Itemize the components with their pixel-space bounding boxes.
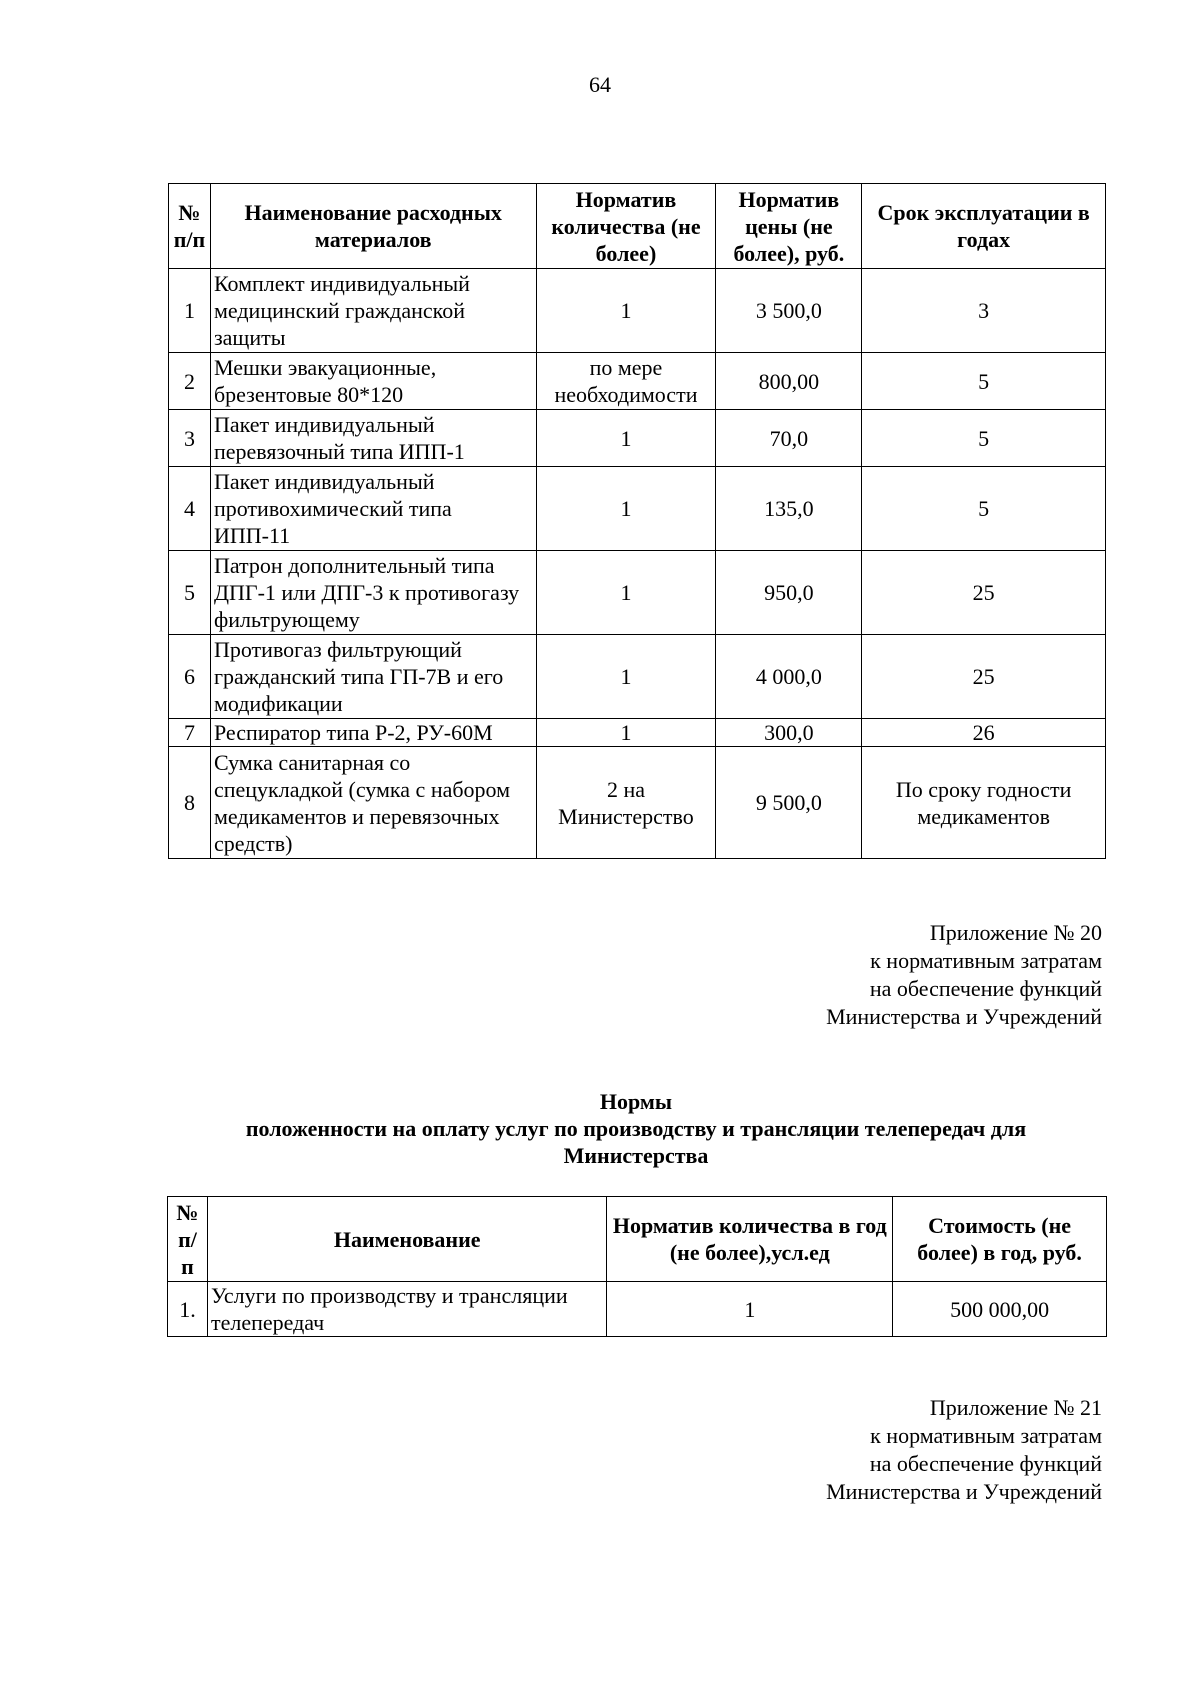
row-quantity: по мере необходимости xyxy=(536,353,716,410)
row-price: 300,0 xyxy=(716,719,862,747)
tv-services-table xyxy=(167,1196,1107,1337)
table-row xyxy=(169,410,1106,467)
row-quantity: 1 xyxy=(536,719,716,747)
row-quantity: 1 xyxy=(607,1282,893,1337)
norms-title xyxy=(0,1088,1200,1169)
row-quantity: 1 xyxy=(536,410,716,467)
row-number: 7 xyxy=(169,719,211,747)
table-row xyxy=(169,269,1106,353)
table-row xyxy=(169,635,1106,719)
row-number: 1 xyxy=(169,269,211,353)
row-name: Респиратор типа Р-2, РУ-60М xyxy=(210,719,536,747)
row-price: 9 500,0 xyxy=(716,747,862,859)
row-price: 950,0 xyxy=(716,551,862,635)
header-number: № п/п xyxy=(169,184,211,269)
row-name: Патрон дополнительный типа ДПГ-1 или ДПГ-3 к противогазу фильтрующему xyxy=(210,551,536,635)
row-name: Пакет индивидуальный противохимический типа ИПП-11 xyxy=(210,467,536,551)
row-quantity: 1 xyxy=(536,551,716,635)
row-price: 135,0 xyxy=(716,467,862,551)
appendix-line: на обеспечение функций xyxy=(869,976,1102,1001)
row-name: Пакет индивидуальный перевязочный типа ИПП-1 xyxy=(210,410,536,467)
appendix-line: к нормативным затратам xyxy=(870,948,1102,973)
table-row xyxy=(168,1282,1107,1337)
row-name: Мешки эвакуационные, брезентовые 80*120 xyxy=(210,353,536,410)
row-quantity: 1 xyxy=(536,269,716,353)
appendix-21-block xyxy=(826,1394,1102,1506)
table-header-row xyxy=(169,184,1106,269)
row-quantity: 2 на Министерство xyxy=(536,747,716,859)
norms-subtitle-line: положенности на оплату услуг по производству и трансляции телепередач для xyxy=(245,1116,1027,1141)
norms-title-line: Нормы xyxy=(599,1089,673,1114)
row-price: 70,0 xyxy=(716,410,862,467)
row-number: 1. xyxy=(168,1282,208,1337)
row-price: 4 000,0 xyxy=(716,635,862,719)
header-quantity: Норматив количества в год (не более),усл.ед xyxy=(607,1197,893,1282)
header-name: Наименование расходных материалов xyxy=(210,184,536,269)
row-term: По сроку годности медикаментов xyxy=(862,747,1106,859)
row-term: 5 xyxy=(862,467,1106,551)
row-number: 5 xyxy=(169,551,211,635)
table-row xyxy=(169,353,1106,410)
table-row xyxy=(169,719,1106,747)
appendix-line: Министерства и Учреждений xyxy=(826,1004,1102,1029)
header-number: № п/п xyxy=(168,1197,208,1282)
row-price: 800,00 xyxy=(716,353,862,410)
row-term: 5 xyxy=(862,353,1106,410)
row-number: 4 xyxy=(169,467,211,551)
table-header-row xyxy=(168,1197,1107,1282)
row-quantity: 1 xyxy=(536,467,716,551)
header-quantity: Норматив количества (не более) xyxy=(536,184,716,269)
norms-subtitle-line: Министерства xyxy=(563,1143,709,1168)
table-row xyxy=(169,467,1106,551)
appendix-20-block xyxy=(826,919,1102,1031)
appendix-line: на обеспечение функций xyxy=(869,1451,1102,1476)
row-price: 3 500,0 xyxy=(716,269,862,353)
row-cost: 500 000,00 xyxy=(893,1282,1107,1337)
header-term: Срок эксплуатации в годах xyxy=(862,184,1106,269)
appendix-line: Министерства и Учреждений xyxy=(826,1479,1102,1504)
page-number: 64 xyxy=(589,72,611,97)
consumables-table xyxy=(168,183,1106,859)
row-number: 8 xyxy=(169,747,211,859)
row-term: 25 xyxy=(862,635,1106,719)
row-name: Комплект индивидуальный медицинский гражданской защиты xyxy=(210,269,536,353)
row-name: Сумка санитарная со спецукладкой (сумка с набором медикаментов и перевязочных средств) xyxy=(210,747,536,859)
appendix-line: к нормативным затратам xyxy=(870,1423,1102,1448)
appendix-title: Приложение № 20 xyxy=(929,920,1102,945)
table-row xyxy=(169,747,1106,859)
header-cost: Стоимость (не более) в год, руб. xyxy=(893,1197,1107,1282)
header-name: Наименование xyxy=(207,1197,607,1282)
row-number: 2 xyxy=(169,353,211,410)
row-number: 6 xyxy=(169,635,211,719)
appendix-title: Приложение № 21 xyxy=(929,1395,1102,1420)
row-term: 5 xyxy=(862,410,1106,467)
row-term: 26 xyxy=(862,719,1106,747)
row-name: Услуги по производству и трансляции телепередач xyxy=(207,1282,607,1337)
row-number: 3 xyxy=(169,410,211,467)
table-row xyxy=(169,551,1106,635)
header-price: Норматив цены (не более), руб. xyxy=(716,184,862,269)
row-name: Противогаз фильтрующий гражданский типа ГП-7В и его модификации xyxy=(210,635,536,719)
row-term: 3 xyxy=(862,269,1106,353)
row-quantity: 1 xyxy=(536,635,716,719)
row-term: 25 xyxy=(862,551,1106,635)
